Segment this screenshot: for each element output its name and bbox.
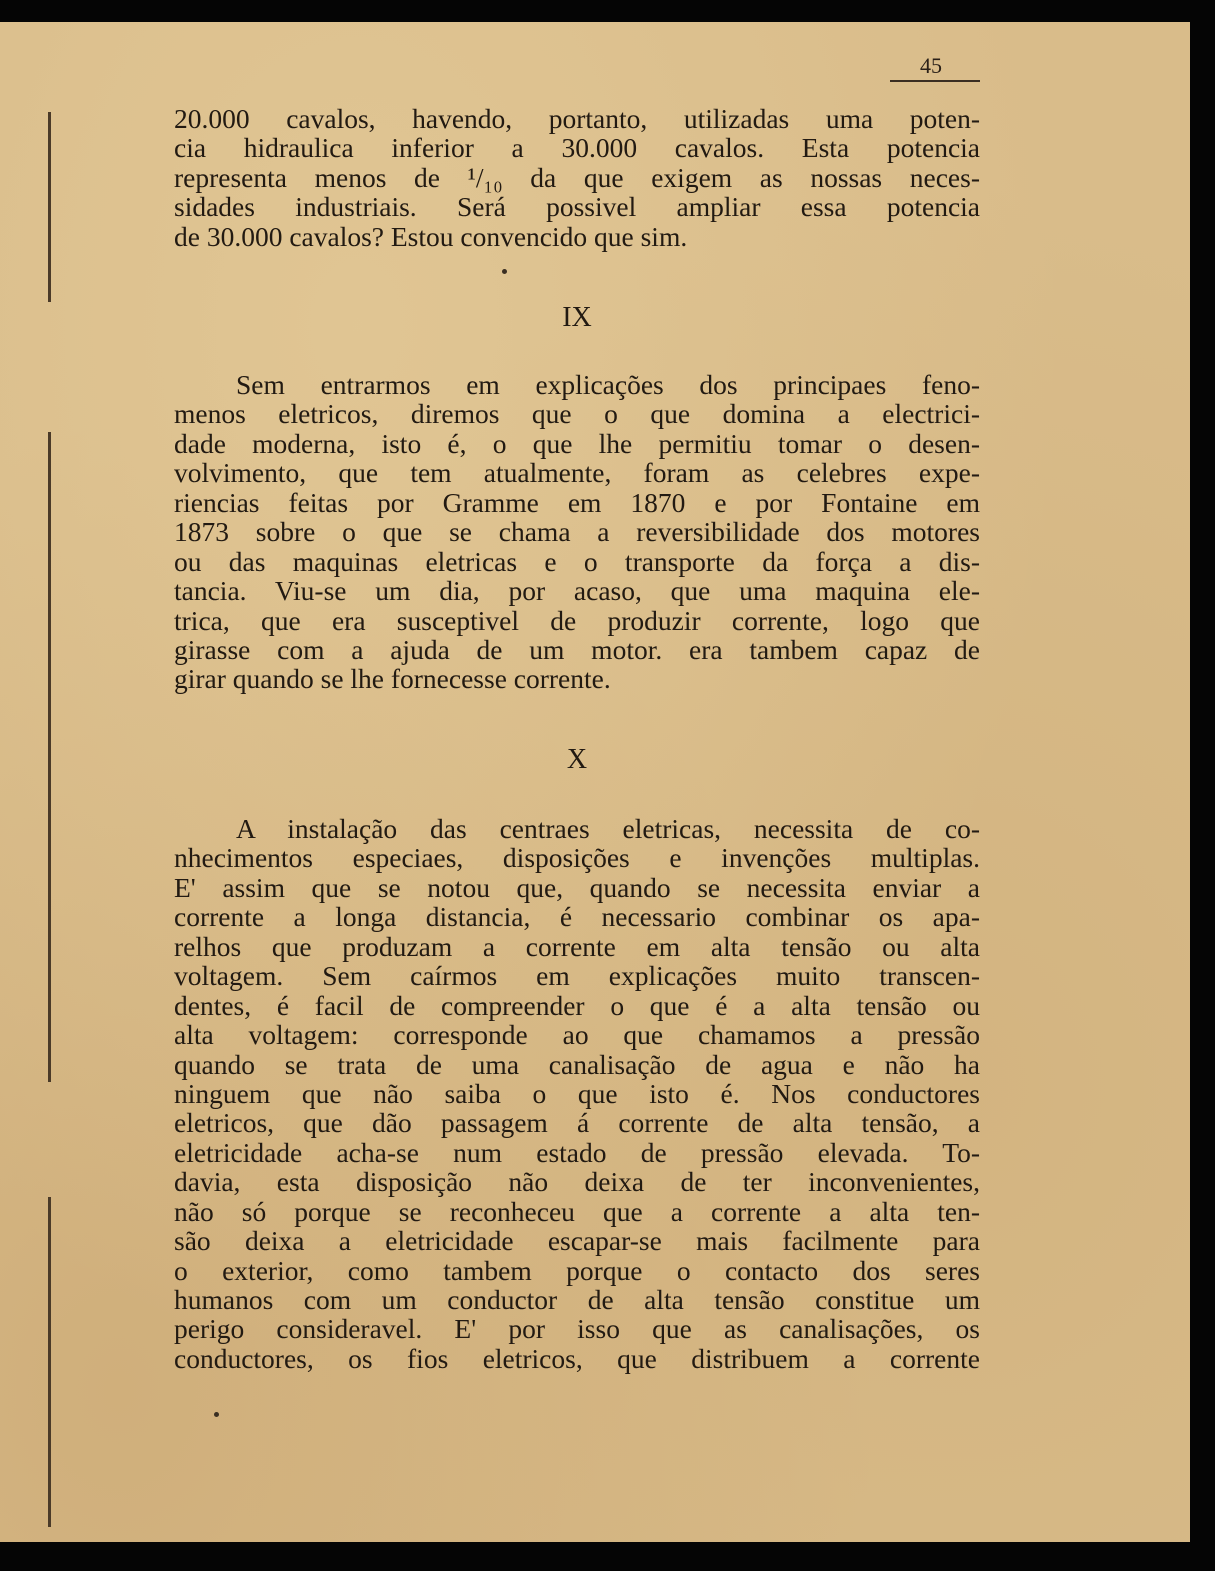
binding-mark: [48, 432, 51, 1082]
text-line: sidades industriais. Será possivel ampliar essa potencia: [174, 191, 980, 223]
text-line: davia, esta disposição não deixa de ter inconvenientes,: [174, 1166, 980, 1198]
text-line: riencias feitas por Gramme em 1870 e por Fontaine em: [174, 486, 980, 518]
text-line: quando se trata de uma canalisação de agua e não ha: [174, 1048, 980, 1080]
text-line: volvimento, que tem atualmente, foram as celebres expe-: [174, 457, 980, 489]
text-line: cia hidraulica inferior a 30.000 cavalos. Esta potencia: [174, 132, 980, 164]
text-line: alta voltagem: corresponde ao que chamamos a pressão: [174, 1019, 980, 1051]
text-line: voltagem. Sem caírmos em explicações muito transcen-: [174, 960, 980, 992]
binding-mark: [48, 1197, 51, 1527]
text-line: Sem entrarmos em explicações dos principaes feno-: [236, 369, 980, 400]
text-line: trica, que era susceptivel de produzir corrente, logo que: [174, 604, 980, 636]
text-line: conductores, os fios eletricos, que distribuem a corrente: [174, 1342, 980, 1374]
paragraph-intro: [174, 104, 980, 251]
text-line: girar quando se lhe fornecesse corrente.: [174, 663, 611, 695]
text-line: dade moderna, isto é, o que lhe permitiu tomar o desen-: [174, 427, 980, 459]
book-page: [0, 22, 1190, 1542]
text-line: ou das maquinas eletricas e o transporte da força a dis-: [174, 545, 980, 577]
paragraph-section-ix: [174, 370, 980, 694]
text-line: 1873 sobre o que se chama a reversibilidade dos motores: [174, 516, 980, 548]
section-heading-x: X: [566, 744, 588, 775]
text-line: eletricidade acha-se num estado de pressão elevada. To-: [174, 1136, 980, 1168]
text-line: tancia. Viu-se um dia, por acaso, que uma maquina ele-: [174, 575, 980, 607]
text-line: humanos com um conductor de alta tensão constitue um: [174, 1284, 980, 1315]
text-line: girasse com a ajuda de um motor. era tambem capaz de: [174, 633, 980, 665]
text-line: o exterior, como tambem porque o contacto dos seres: [174, 1254, 980, 1286]
text-line: menos eletricos, diremos que o que domina a electrici-: [174, 398, 980, 430]
ink-speck: [502, 269, 507, 274]
text-line: dentes, é facil de compreender o que é a alta tensão ou: [174, 989, 980, 1021]
text-line: de 30.000 cavalos? Estou convencido que sim.: [174, 220, 688, 252]
text-line: corrente a longa distancia, é necessario combinar os apa-: [174, 901, 980, 933]
text-line: E' assim que se notou que, quando se necessita enviar a: [174, 871, 980, 903]
text-line: 20.000 cavalos, havendo, portanto, utilizadas uma poten-: [174, 103, 980, 134]
text-line: A instalação das centraes eletricas, necessita de co-: [236, 813, 980, 844]
text-line: são deixa a eletricidade escapar-se mais facilmente para: [174, 1225, 980, 1257]
text-line: eletricos, que dão passagem á corrente de alta tensão, a: [174, 1107, 980, 1139]
binding-mark: [48, 112, 51, 302]
text-line: ninguem que não saiba o que isto é. Nos conductores: [174, 1077, 980, 1109]
page-number: 45: [890, 56, 980, 82]
text-line: relhos que produzam a corrente em alta tensão ou alta: [174, 930, 980, 962]
text-line: perigo consideravel. E' por isso que as canalisações, os: [174, 1313, 980, 1345]
paragraph-section-x: [174, 814, 980, 1373]
text-line: representa menos de ¹/₁₀ da que exigem as nossas neces-: [174, 161, 980, 193]
section-heading-ix: IX: [562, 302, 592, 333]
ink-speck: [214, 1412, 219, 1417]
text-line: não só porque se reconheceu que a corrente a alta ten-: [174, 1195, 980, 1227]
text-line: nhecimentos especiaes, disposições e invenções multiplas.: [174, 842, 980, 874]
